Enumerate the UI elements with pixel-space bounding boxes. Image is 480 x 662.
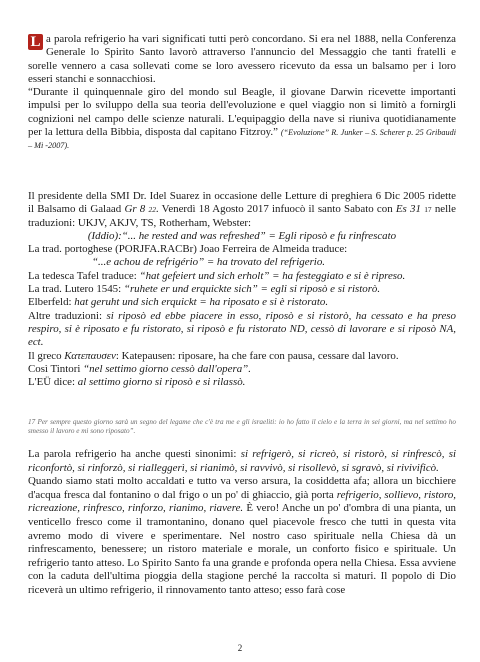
port-label: La trad. portoghese (PORJFA.RACBr) Joao Ferreira de Almeida traduce: <box>28 243 348 256</box>
intro-paragraph-2 <box>28 86 456 152</box>
refrigerio-intro: Quando siamo stati molto accaldati e tutto va verso arsura, la cosiddetta afa; allora un bicchiere d'acqua fresca dal fontanino o dal frigo o un po' di ghiaccio, già porta <box>28 475 456 501</box>
intro-section <box>28 33 456 153</box>
elberfeld-quote: hat geruht und sich erquickt = ha riposato e si è ristorato. <box>74 296 329 309</box>
refrigerio-body: È vero! Anche un po' d'ombra di una pianta, un venticello fresco come il tramontanino, donano quel piacevole fresco che tutti in questa vita avremo modo di vivere e sperimentare. Nel nostro caso spirituale nella Chiesa dà un rinfrescamento, benessere; un ristoro materiale e morale, un conforto fisico e spirituale. Un refrigerio tanto atteso. Lo Spirito Santo fa una grande e profonda opera nella Chiesa. Essa avviene con la caduta dell'ultima pioggia della stagione perché la raccolta si maturi. Il popolo di Dio riceverà un ultimo refrigerio, il rinnovamento tanto atteso; esso farà cose <box>28 502 456 596</box>
suarez-paragraph <box>28 190 456 230</box>
elberfeld-line <box>28 296 456 309</box>
suarez-text: Il presidente della SMI Dr. Idel Suarez in occasione delle Letture di preghiera 6 Dic 2005 ridette il Balsamo di Galaad <box>28 190 456 216</box>
synonyms-list: si refrigerò, si ricreò, si ristorò, si rinfrescò, si riconfortò, si rinforzò, si rialleggerì, si rianimò, si ravvivò, si risollevò, si sgravò, si rivivificò. <box>28 448 456 474</box>
ref-gr8: Gr 8 <box>124 203 146 216</box>
greco-label: Il greco <box>28 349 62 362</box>
lutero-line <box>28 283 456 296</box>
ref-es31-num: 17 <box>424 205 432 215</box>
greco-text: : Katepausen: riposare, ha che fare con pausa, cessare dal lavoro. <box>115 349 399 362</box>
lutero-label: La trad. Lutero 1545: <box>28 283 122 296</box>
tafel-quote: “hat gefeiert und sich erholt” = ha festeggiato e si è ripreso. <box>139 269 406 282</box>
eu-line <box>28 376 456 389</box>
english-quote: (Iddio):“... he rested and was refreshed” = Egli riposò e fu rinfrescato <box>87 229 397 242</box>
footnote-number: 17 <box>28 418 36 426</box>
lutero-quote: “ruhete er und erquickte sich” = egli si riposò e si ristorò. <box>123 283 381 296</box>
tintori-label: Così Tintori <box>28 362 81 375</box>
tintori-quote: “nel settimo giorno cessò dall'opera”. <box>83 362 251 375</box>
altre-quote: si riposò ed ebbe piacere in esso, riposò e si ristorò, ha cessato e ha preso respiro, si è riposato e fu ristorato, si riposò e fu ristorato ND, cessò di lavorare e si riposò NA, ect. <box>28 309 456 349</box>
port-quote: “...e achou de refrigério” = ha trovato del refrigerio. <box>92 256 326 269</box>
ref-gr8-num: 22 <box>148 205 156 215</box>
darwin-quote: “Durante il quinquennale giro del mondo sul Beagle, il giovane Darwin ricevette importanti impulsi per lo sviluppo della sua teoria dell'evoluzione e quel viaggio non si limitò a fornirgli cognizioni nel campo delle scienze naturali. L'equipaggio della nave si riuniva quotidianamente per la lettura della Bibbia, disposta dal capitano Fitzroy.” <box>28 86 456 139</box>
greco-line <box>28 350 456 363</box>
darwin-citation: (“Evoluzione” R. Junker – S. Scherer p. 25 Gribaudi – Mi -2007). <box>28 128 456 151</box>
page-number: 2 <box>237 643 243 653</box>
intro-paragraph-1-text: a parola refrigerio ha vari significati tutti però concordano. Si era nel 1888, nella Conferenza Generale lo Spirito Santo lavorò attraverso l'annuncio del Messaggio che tanti fratelli e sorelle vennero a casa sollevati come se loro avessero ricevuto da essa un balsamo per i loro esseri stanchi e sonnacchiosi. <box>28 33 456 85</box>
refrigerio-list: refrigerio, sollievo, ristoro, ricreazione, rinfresco, rinforzo, rianimo, riavere. <box>28 488 456 515</box>
translations-list: nelle traduzioni: UKJV, AKJV, TS, Rotherham, Webster: <box>28 203 456 229</box>
altre-label: Altre traduzioni: <box>28 309 102 322</box>
dropcap-letter: L <box>28 34 43 50</box>
footnote-text <box>28 418 456 436</box>
synonyms-intro: La parola refrigerio ha anche questi sinonimi: <box>28 448 237 460</box>
synonyms-paragraph <box>28 448 456 475</box>
eu-label: L'EÜ dice: <box>28 376 76 389</box>
tafel-label: La tedesca Tafel traduce: <box>28 269 137 282</box>
altre-line <box>28 310 456 350</box>
tafel-line <box>28 270 456 283</box>
synonyms-section <box>28 448 456 598</box>
tintori-line <box>28 363 456 376</box>
refrigerio-paragraph <box>28 475 456 597</box>
ref-es31: Es 31 <box>395 203 421 216</box>
elberfeld-label: Elberfeld: <box>28 296 72 309</box>
intro-paragraph-1 <box>28 33 456 86</box>
eu-quote: al settimo giorno si riposò e si rilassò. <box>77 376 246 389</box>
greco-word: Κατεπαυσεν <box>64 349 116 362</box>
footnote <box>28 418 456 436</box>
sabato-text: . Venerdì 18 Agosto 2017 infuocò il santo Sabato con <box>155 203 393 216</box>
translations-section <box>28 190 456 389</box>
footnote-body: Per sempre questo giorno sarà un segno del legame che c'è tra me e gli israeliti: io ho fatto il cielo e la terra in sei giorni, ma nel settimo ho smesso il lavoro e mi sono riposato”. <box>28 418 456 436</box>
